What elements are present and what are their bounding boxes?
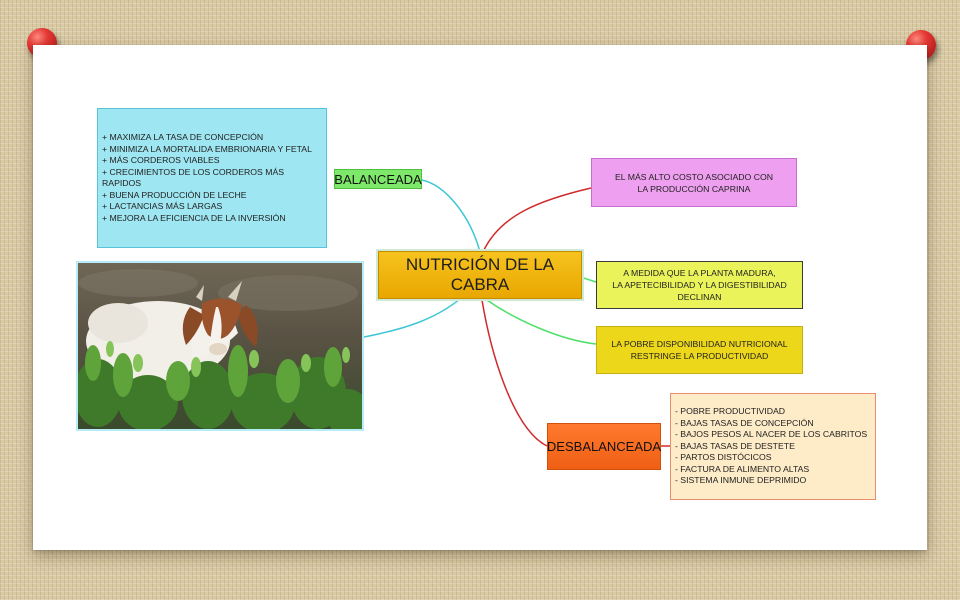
connector-balanceada xyxy=(422,180,480,252)
note-highest-cost xyxy=(591,158,797,207)
branch-balanceada-label: BALANCEADA xyxy=(334,171,422,187)
branch-desbalanceada xyxy=(547,423,661,470)
balanced-benefits-list: + MAXIMIZA LA TASA DE CONCEPCIÓN + MINIMIZA LA MORTALIDA EMBRIONARIA Y FETAL + MÁS CORDEROS VIABLES + CRECIMIENTOS DE LOS CORDEROS MÁS RAPIDOS + BUENA PRODUCCIÓN DE LECHE + LACTANCIAS MÁS LARGAS + MEJORA LA EFICIENCIA DE LA INVERSIÓN xyxy=(102,132,312,223)
branch-balanceada xyxy=(334,169,422,189)
note-nutrient-availability-text: LA POBRE DISPONIBILIDAD NUTRICIONAL RESTRINGE LA PRODUCTIVIDAD xyxy=(611,339,788,361)
connector-desbalanceada xyxy=(482,300,547,446)
unbalanced-problems-list: - POBRE PRODUCTIVIDAD - BAJAS TASAS DE CONCEPCIÓN - BAJOS PESOS AL NACER DE LOS CABRITOS - BAJAS TASAS DE DESTETE - PARTOS DISTÓCICOS - FACTURA DE ALIMENTO ALTAS - SISTEMA INMUNE DEPRIMIDO xyxy=(675,406,868,486)
central-topic-label: NUTRICIÓN DE LA CABRA xyxy=(405,255,555,294)
balanced-benefits-box xyxy=(97,108,327,248)
note-plant-maturity xyxy=(596,261,803,309)
note-nutrient-availability xyxy=(596,326,803,374)
connector-availability xyxy=(484,298,596,344)
branch-desbalanceada-label: DESBALANCEADA xyxy=(546,439,662,454)
connector-cost xyxy=(483,188,591,252)
goat-photo xyxy=(76,261,364,431)
note-plant-maturity-text: A MEDIDA QUE LA PLANTA MADURA, LA APETECIBILIDAD Y LA DIGESTIBILIDAD DECLINAN xyxy=(612,268,787,302)
note-highest-cost-text: EL MÁS ALTO COSTO ASOCIADO CON LA PRODUCCIÓN CAPRINA xyxy=(614,171,774,194)
central-topic xyxy=(378,251,582,299)
unbalanced-problems-box xyxy=(670,393,876,500)
